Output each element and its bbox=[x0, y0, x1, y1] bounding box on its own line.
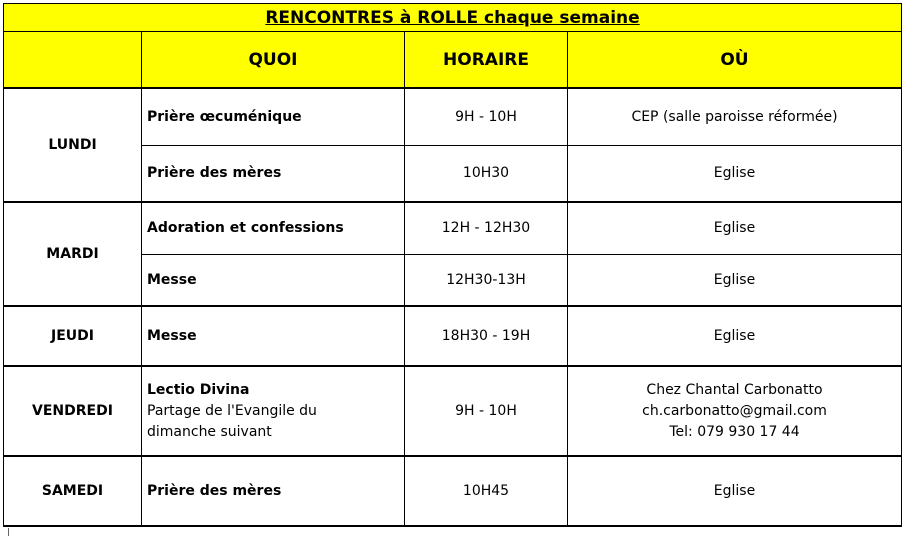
header-ou: OÙ bbox=[568, 32, 902, 89]
activity-description: dimanche suivant bbox=[147, 423, 272, 440]
location: Eglise bbox=[568, 254, 902, 306]
schedule-time: 12H - 12H30 bbox=[405, 202, 568, 254]
header-day bbox=[4, 32, 142, 89]
schedule-time: 18H30 - 19H bbox=[405, 306, 568, 366]
contact-email: ch.carbonatto@gmail.com bbox=[642, 402, 827, 419]
table-row bbox=[4, 366, 902, 456]
schedule-time: 9H - 10H bbox=[405, 88, 568, 145]
header-quoi: QUOI bbox=[142, 32, 405, 89]
table-row bbox=[4, 88, 902, 145]
activity-name: Messe bbox=[147, 271, 197, 288]
location: Chez Chantal Carbonatto bbox=[646, 381, 823, 398]
text-cursor bbox=[8, 528, 9, 536]
day-jeudi: JEUDI bbox=[4, 306, 142, 366]
location: Eglise bbox=[568, 456, 902, 526]
day-vendredi: VENDREDI bbox=[4, 366, 142, 456]
day-mardi: MARDI bbox=[4, 202, 142, 306]
activity-description: Partage de l'Evangile du bbox=[147, 402, 317, 419]
schedule-time: 10H30 bbox=[405, 145, 568, 202]
location: Eglise bbox=[568, 202, 902, 254]
header-horaire: HORAIRE bbox=[405, 32, 568, 89]
activity-name: Prière des mères bbox=[147, 165, 282, 182]
schedule-sheet bbox=[3, 3, 902, 527]
header-row bbox=[4, 32, 902, 89]
contact-phone: Tel: 079 930 17 44 bbox=[669, 423, 800, 440]
location: Eglise bbox=[568, 306, 902, 366]
day-lundi: LUNDI bbox=[4, 88, 142, 202]
table-row bbox=[4, 456, 902, 526]
table-title: RENCONTRES à ROLLE chaque semaine bbox=[4, 4, 902, 32]
day-samedi: SAMEDI bbox=[4, 456, 142, 526]
title-row bbox=[4, 4, 902, 32]
activity-name: Lectio Divina bbox=[147, 381, 250, 398]
location: CEP (salle paroisse réformée) bbox=[568, 88, 902, 145]
schedule-time: 9H - 10H bbox=[405, 366, 568, 456]
activity-name: Prière des mères bbox=[147, 483, 282, 499]
schedule-time: 10H45 bbox=[405, 456, 568, 526]
activity-name: Messe bbox=[147, 328, 197, 344]
schedule-table bbox=[3, 3, 902, 527]
table-row bbox=[4, 306, 902, 366]
activity-name: Prière œcuménique bbox=[147, 108, 302, 125]
schedule-time: 12H30-13H bbox=[405, 254, 568, 306]
table-row bbox=[4, 202, 902, 254]
location: Eglise bbox=[568, 145, 902, 202]
activity-name: Adoration et confessions bbox=[147, 220, 344, 237]
